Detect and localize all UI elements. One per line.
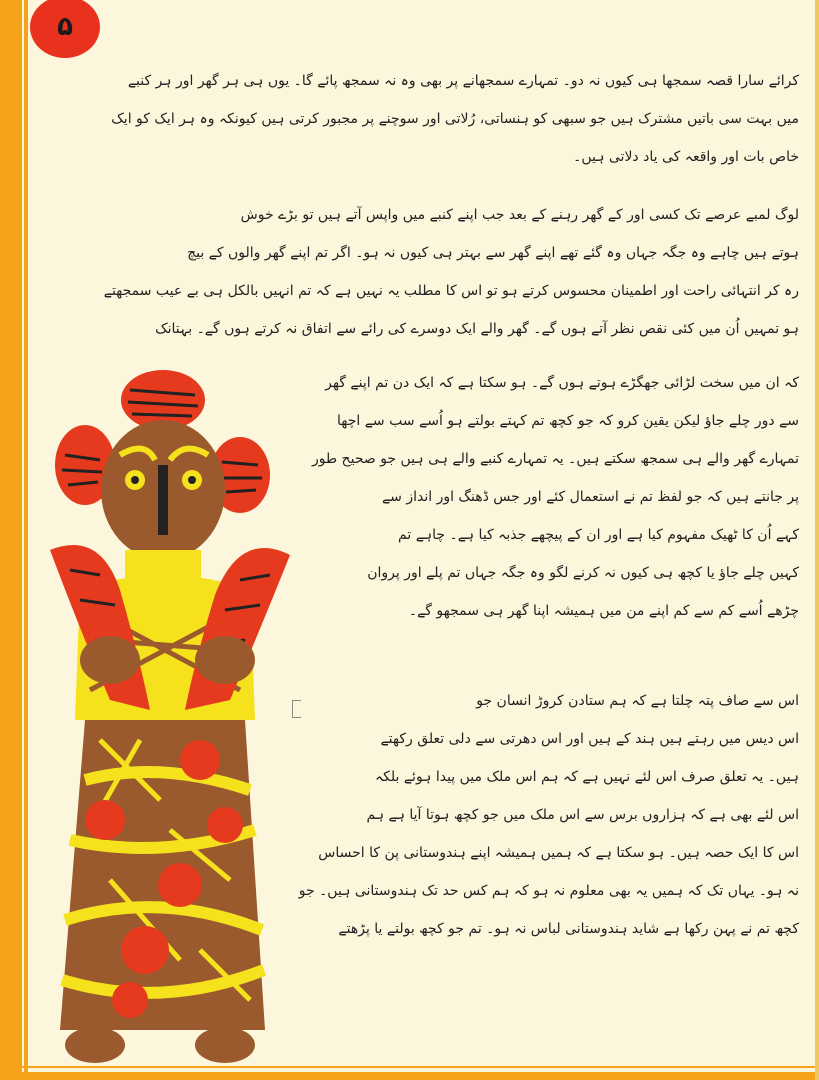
- text-line: پر جانتے ہیں کہ جو لفظ تم نے استعمال کئے اور جس ڈھنگ اور انداز سے: [381, 489, 799, 505]
- text-line: تمہارے گھر والے ہی سمجھ سکتے ہیں۔ یہ تمہارے کنبے والے ہی ہیں جو صحیح طور: [311, 451, 799, 467]
- text-line: کہیں چلے جاؤ یا کچھ ہی کیوں نہ کرنے لگو وہ جگہ جہاں تم پلے اور پروان: [367, 565, 799, 581]
- paragraph-2: [103, 196, 799, 348]
- left-border-stripe: [0, 0, 22, 1080]
- text-line: ہوتے ہیں چاہے وہ جگہ جہاں وہ گئے تھے اپنے گھر سے بہتر ہی کیوں نہ ہو۔ اگر تم اپنے گھر والوں کے بیچ: [187, 245, 799, 261]
- paragraph-1: [111, 62, 799, 176]
- text-line: میں بہت سی باتیں مشترک ہیں جو سبھی کو ہنساتی، رُلاتی اور سوچنے پر مجبور کرتی ہیں کیونکہ وہ ہر ایک کو ایک: [111, 111, 799, 127]
- text-line: خاص بات اور واقعہ کی یاد دلاتی ہیں۔: [573, 149, 799, 165]
- right-border-stripe: [815, 0, 819, 1080]
- text-line: نہ ہو۔ یہاں تک کہ ہمیں یہ بھی معلوم نہ ہو کہ ہم کس حد تک ہندوستانی ہیں۔ جو: [298, 883, 799, 899]
- text-line: اس دیس میں رہتے ہیں ہند کے ہیں اور اس دھرتی سے دلی تعلق رکھتے: [380, 731, 799, 747]
- text-line: کرائے سارا قصہ سمجھا ہی کیوں نہ دو۔ تمہارے سمجھانے پر بھی وہ نہ سمجھ پائے گا۔ یوں ہی ہر گھر اور ہر کنبے: [127, 73, 799, 89]
- page-number-badge: [30, 0, 100, 58]
- text-line: رہ کر انتہائی راحت اور اطمینان محسوس کرتے ہو تو اس کا مطلب یہ نہیں ہے کہ تم انہیں بالکل ہی بے عیب سمجھتے: [103, 283, 799, 299]
- paragraph-3: [311, 364, 799, 630]
- text-line: اس لئے بھی ہے کہ ہزاروں برس سے اس ملک میں جو کچھ ہوتا آیا ہے ہم: [366, 807, 799, 823]
- text-line: کچھ تم نے پہن رکھا ہے شاید ہندوستانی لباس نہ ہو۔ تم جو کچھ بولتے یا پڑھتے: [338, 921, 799, 937]
- text-line: لوگ لمبے عرصے تک کسی اور کے گھر رہنے کے بعد جب اپنے کنبے میں واپس آتے ہیں تو بڑے خوش: [240, 207, 799, 223]
- text-line: ہو تمہیں اُن میں کئی نقص نظر آتے ہوں گے۔ گھر والے ایک دوسرے کی رائے سے اتفاق نہ کرتے ہوں گے۔ بہتانک: [155, 321, 799, 337]
- text-line: اس کا ایک حصہ ہیں۔ ہو سکتا ہے کہ ہمیں ہمیشہ اپنے ہندوستانی پن کا احساس: [318, 845, 799, 861]
- doll-left-hand: [80, 636, 140, 684]
- doll-right-foot: [195, 1027, 255, 1063]
- doll-left-foot: [65, 1027, 125, 1063]
- text-line: کہ ان میں سخت لڑائی جھگڑے ہوتے ہوں گے۔ ہو سکتا ہے کہ ایک دن تم اپنے گھر: [325, 375, 799, 391]
- text-line: ہیں۔ یہ تعلق صرف اس لئے نہیں ہے کہ ہم اس ملک میں پیدا ہوئے بلکہ: [374, 769, 799, 785]
- paragraph-4: [298, 682, 799, 948]
- text-line: اس سے صاف پتہ چلتا ہے کہ ہم ستادن کروڑ انسان جو: [476, 693, 799, 709]
- page-number: ۵: [57, 12, 73, 42]
- text-line: سے دور چلے جاؤ لیکن یقین کرو کہ جو کچھ تم کہتے بولتے ہو اُسے سب سے اچھا: [337, 413, 799, 429]
- text-line: چڑھے اُسے کم سے کم اپنے من میں ہمیشہ اپنا گھر ہی سمجھو گے۔: [408, 603, 799, 619]
- bottom-border-stripe: [0, 1072, 819, 1080]
- text-line: کہے اُن کا ٹھیک مفہوم کیا ہے اور ان کے پیچھے جذبہ کیا ہے۔ چاہے تم: [398, 527, 799, 543]
- left-border-thin-stripe: [24, 0, 28, 1080]
- folk-doll-illustration: [40, 360, 310, 1072]
- doll-right-hand: [195, 636, 255, 684]
